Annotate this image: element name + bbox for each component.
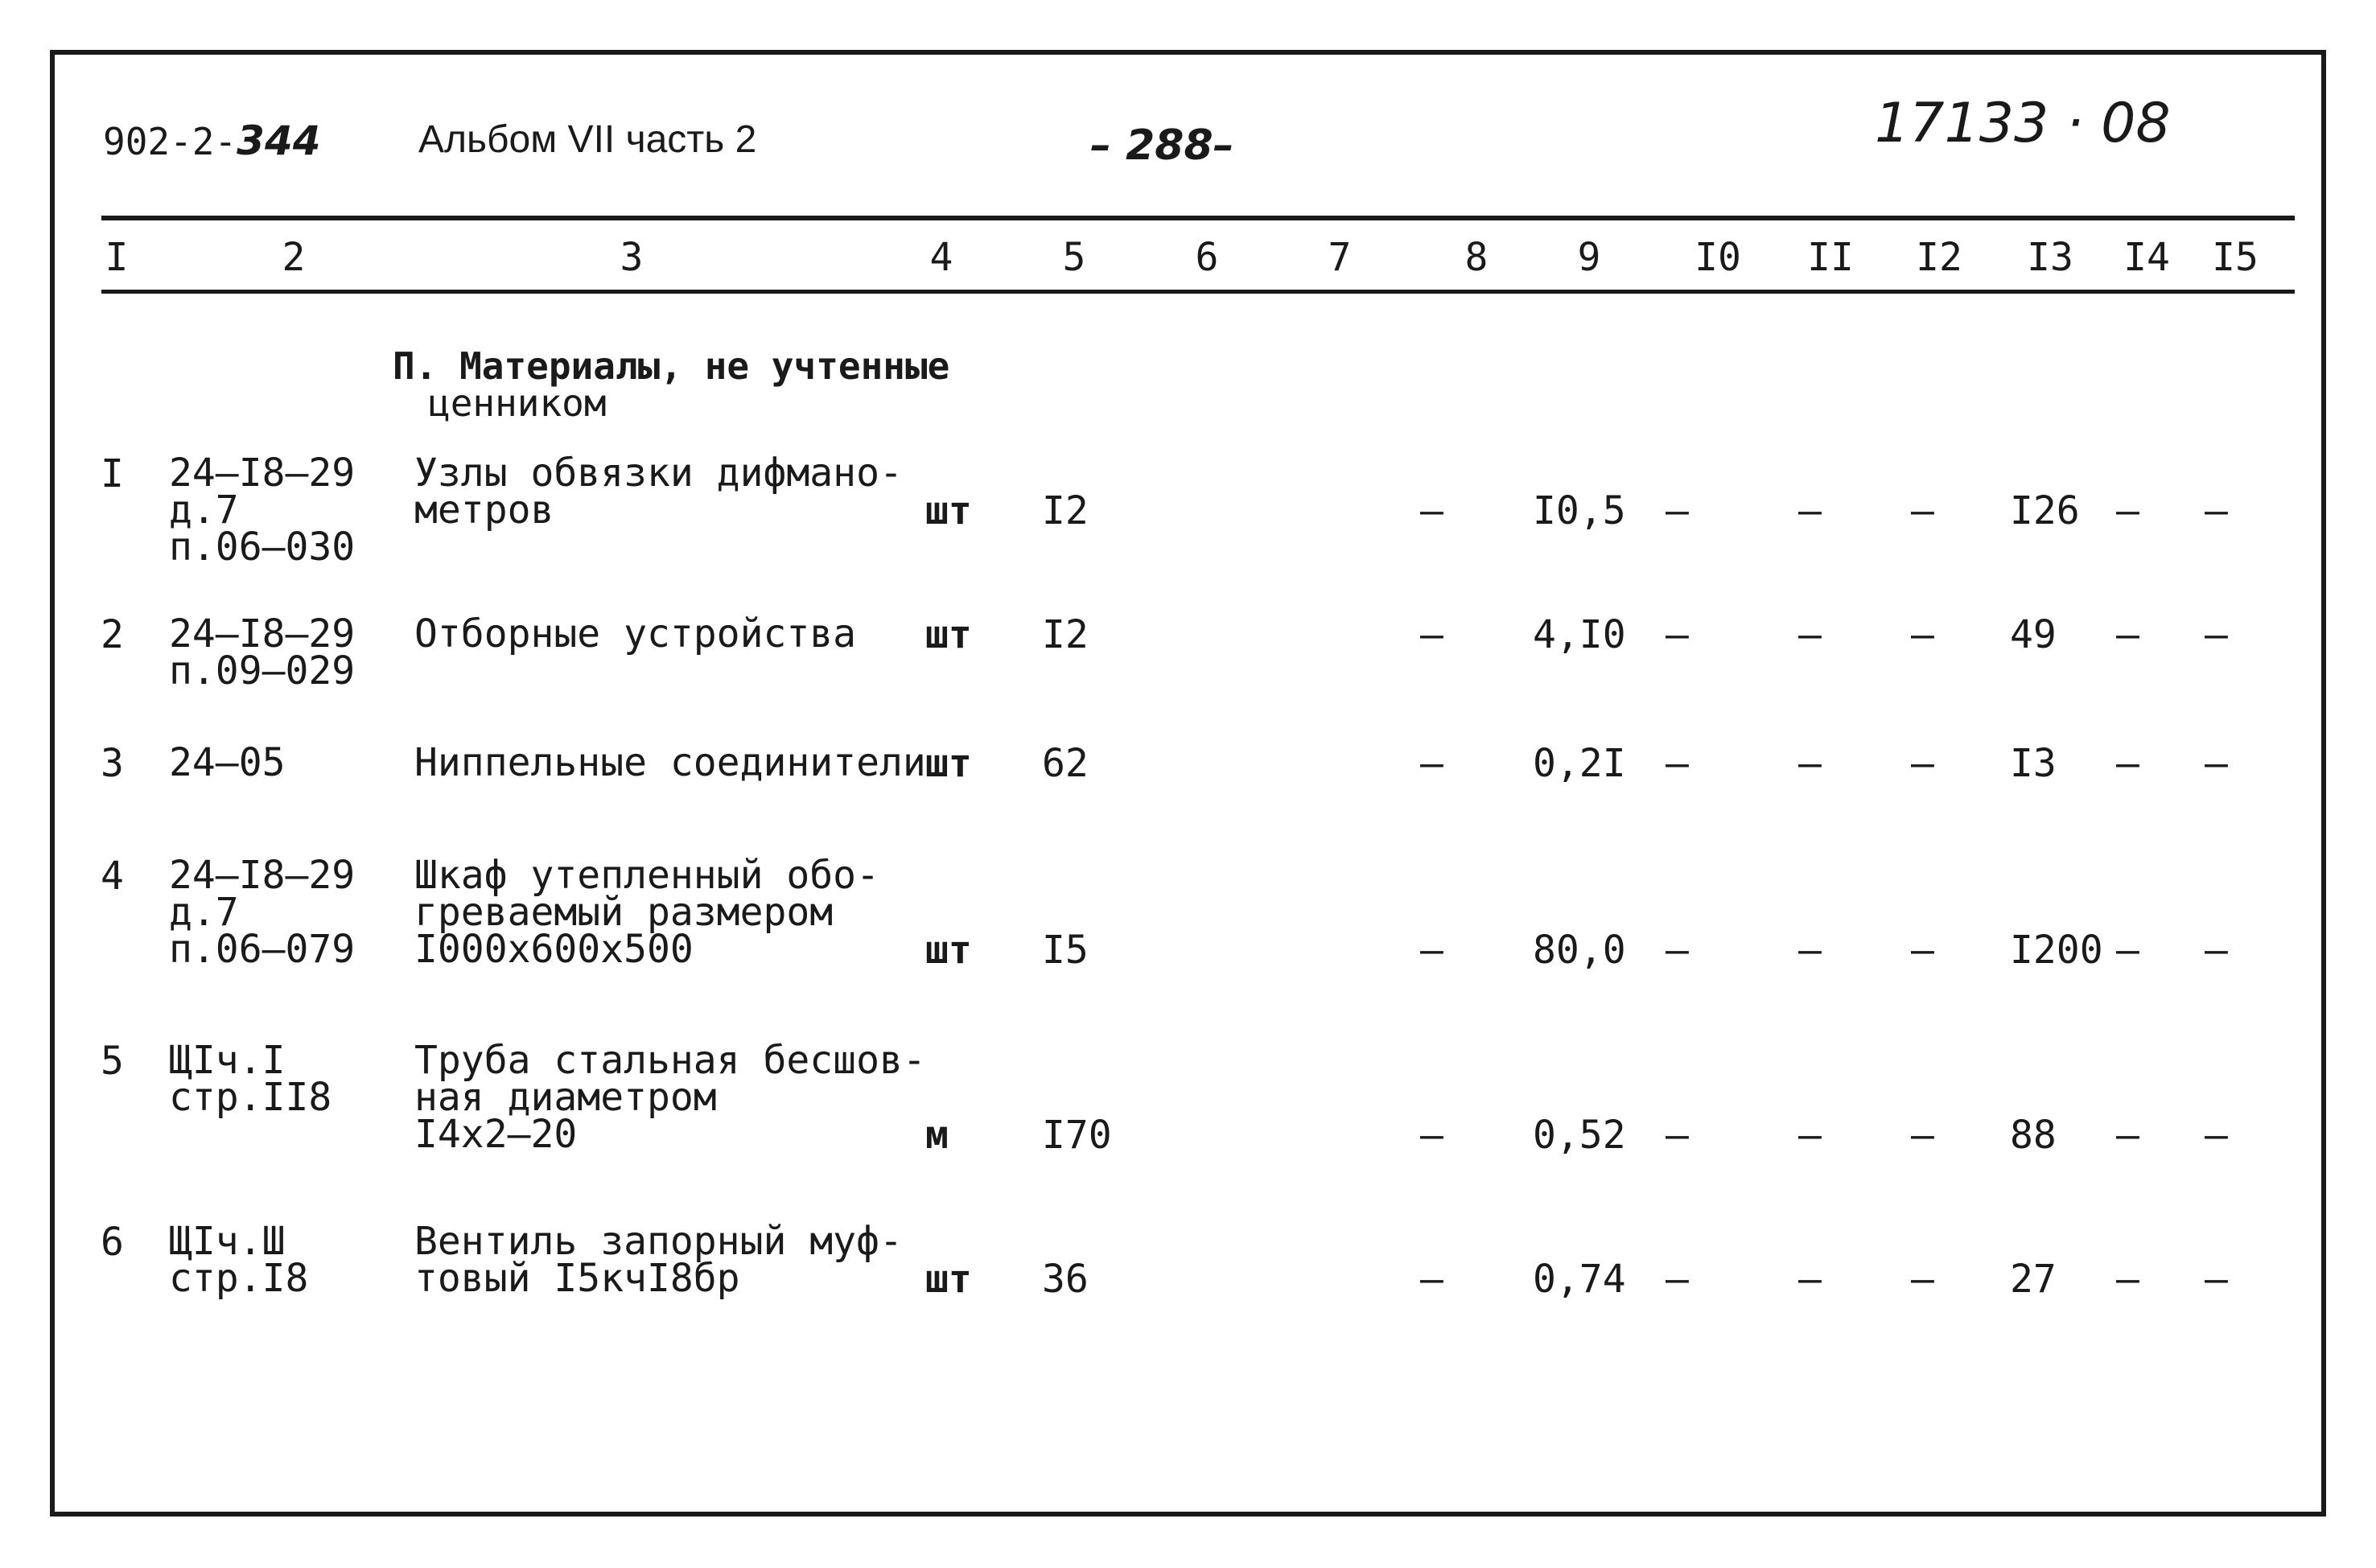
row-col8: – (1420, 928, 1443, 973)
column-number: 6 (1195, 235, 1219, 280)
row-col14: – (2116, 612, 2139, 657)
row-unit: шт (925, 741, 972, 786)
row-col8: – (1420, 612, 1443, 657)
section-title-continued: ценником (428, 381, 607, 425)
row-reference-line: п.09–029 (169, 648, 356, 693)
row-unit: шт (925, 928, 972, 973)
column-number: II (1807, 235, 1854, 280)
row-price: 80,0 (1533, 928, 1626, 973)
row-reference-line: стр.II8 (169, 1075, 332, 1120)
row-item-name-line: Шкаф утепленный обо- (414, 853, 879, 898)
row-col11: – (1798, 488, 1822, 533)
row-reference-line: д.7 (169, 890, 239, 935)
row-reference-line: ЩIч.I (169, 1038, 286, 1083)
row-col12: – (1911, 488, 1934, 533)
column-number: I5 (2212, 235, 2259, 280)
header-bottom-rule (101, 290, 2295, 294)
row-total: 88 (2010, 1113, 2057, 1158)
row-col11: – (1798, 612, 1822, 657)
row-col14: – (2116, 1257, 2139, 1302)
row-col14: – (2116, 741, 2139, 786)
column-number: 2 (282, 235, 306, 280)
row-col12: – (1911, 928, 1934, 973)
row-item-name-line: Отборные устройства (414, 611, 857, 656)
row-quantity: I5 (1042, 928, 1089, 973)
row-col12: – (1911, 1257, 1934, 1302)
row-price: I0,5 (1533, 488, 1626, 533)
row-item-name-line: Труба стальная бесшов- (414, 1038, 926, 1083)
row-item-name-line: метров (414, 488, 554, 533)
column-number: 8 (1464, 235, 1489, 280)
row-reference (169, 740, 286, 785)
column-number: 3 (620, 235, 644, 280)
row-item-name-line: греваемый размером (414, 890, 834, 935)
row-reference-line: 24–I8–29 (169, 853, 356, 898)
row-item-name-line: товый I5кчI8бр (414, 1256, 740, 1301)
row-quantity: I2 (1042, 488, 1089, 533)
row-col15: – (2205, 488, 2228, 533)
row-reference (169, 451, 356, 570)
row-quantity: 36 (1042, 1257, 1089, 1302)
row-number: 5 (101, 1039, 124, 1084)
row-col12: – (1911, 741, 1934, 786)
row-col15: – (2205, 928, 2228, 973)
row-reference-line: 24–I8–29 (169, 451, 356, 496)
row-item-name-line: Вентиль запорный муф- (414, 1219, 903, 1264)
header-top-rule (101, 216, 2295, 220)
album-title: Альбом VII часть 2 (418, 118, 757, 161)
column-number: 9 (1577, 235, 1601, 280)
row-total: I26 (2010, 488, 2080, 533)
row-unit: шт (925, 1257, 972, 1302)
row-col10: – (1666, 612, 1689, 657)
row-quantity: I2 (1042, 612, 1089, 657)
row-price: 0,52 (1533, 1113, 1626, 1158)
row-col8: – (1420, 1113, 1443, 1158)
row-item-name (414, 1219, 903, 1301)
row-col15: – (2205, 612, 2228, 657)
row-reference (169, 611, 356, 693)
row-item-name (414, 853, 879, 972)
column-number: I0 (1694, 235, 1741, 280)
row-col12: – (1911, 612, 1934, 657)
row-number: 6 (101, 1220, 124, 1265)
row-number: 4 (101, 854, 124, 899)
row-quantity: 62 (1042, 741, 1089, 786)
document-code-prefix: 902-2- (103, 120, 237, 163)
row-col11: – (1798, 1257, 1822, 1302)
row-col15: – (2205, 741, 2228, 786)
row-item-name-line: Ниппельные соединители (414, 740, 926, 785)
row-price: 0,2I (1533, 741, 1626, 786)
row-col8: – (1420, 1257, 1443, 1302)
column-number: I2 (1916, 235, 1962, 280)
row-reference (169, 1219, 309, 1301)
column-number: 5 (1062, 235, 1086, 280)
row-reference-line: д.7 (169, 488, 239, 533)
row-total: I3 (2010, 741, 2057, 786)
row-col10: – (1666, 1257, 1689, 1302)
row-col11: – (1798, 1113, 1822, 1158)
column-number: 4 (929, 235, 953, 280)
row-col10: – (1666, 488, 1689, 533)
row-col10: – (1666, 741, 1689, 786)
row-reference-line: ЩIч.Ш (169, 1219, 286, 1264)
row-total: 49 (2010, 612, 2057, 657)
row-reference-line: п.06–030 (169, 525, 356, 570)
row-col11: – (1798, 928, 1822, 973)
row-col8: – (1420, 488, 1443, 533)
row-item-name (414, 451, 903, 533)
row-item-name-line: ная диаметром (414, 1075, 717, 1120)
row-number: I (101, 451, 124, 496)
row-col14: – (2116, 1113, 2139, 1158)
row-col12: – (1911, 1113, 1934, 1158)
row-item-name-line: I4x2–20 (414, 1112, 578, 1157)
column-number: 7 (1328, 235, 1352, 280)
row-reference-line: стр.I8 (169, 1256, 309, 1301)
row-item-name (414, 1038, 926, 1157)
row-number: 2 (101, 612, 124, 657)
column-number: I4 (2123, 235, 2170, 280)
row-col10: – (1666, 1113, 1689, 1158)
row-col14: – (2116, 488, 2139, 533)
row-col8: – (1420, 741, 1443, 786)
row-reference-line: п.06–079 (169, 927, 356, 972)
row-total: 27 (2010, 1257, 2057, 1302)
row-col15: – (2205, 1257, 2228, 1302)
row-unit: шт (925, 488, 972, 533)
section-title: П. Материалы, не учтенные (393, 344, 950, 388)
row-col10: – (1666, 928, 1689, 973)
row-col14: – (2116, 928, 2139, 973)
row-price: 4,I0 (1533, 612, 1626, 657)
row-item-name-line: I000x600x500 (414, 927, 694, 972)
document-number: 17133 · 08 (1875, 92, 2171, 155)
row-price: 0,74 (1533, 1257, 1626, 1302)
row-reference (169, 1038, 332, 1120)
row-unit: м (925, 1113, 949, 1158)
document-code (103, 117, 321, 164)
row-reference-line: 24–I8–29 (169, 611, 356, 656)
row-reference (169, 853, 356, 972)
row-quantity: I70 (1042, 1113, 1112, 1158)
column-number: I3 (2027, 235, 2073, 280)
row-unit: шт (925, 612, 972, 657)
row-col15: – (2205, 1113, 2228, 1158)
row-item-name (414, 740, 926, 785)
row-item-name (414, 611, 857, 656)
column-number: I (105, 235, 129, 280)
row-total: I200 (2010, 928, 2103, 973)
page-number: – 288– (1090, 121, 1234, 170)
row-col11: – (1798, 741, 1822, 786)
document-code-handwritten: 344 (237, 117, 321, 164)
row-number: 3 (101, 741, 124, 786)
row-item-name-line: Узлы обвязки дифмано- (414, 451, 903, 496)
row-reference-line: 24–05 (169, 740, 286, 785)
